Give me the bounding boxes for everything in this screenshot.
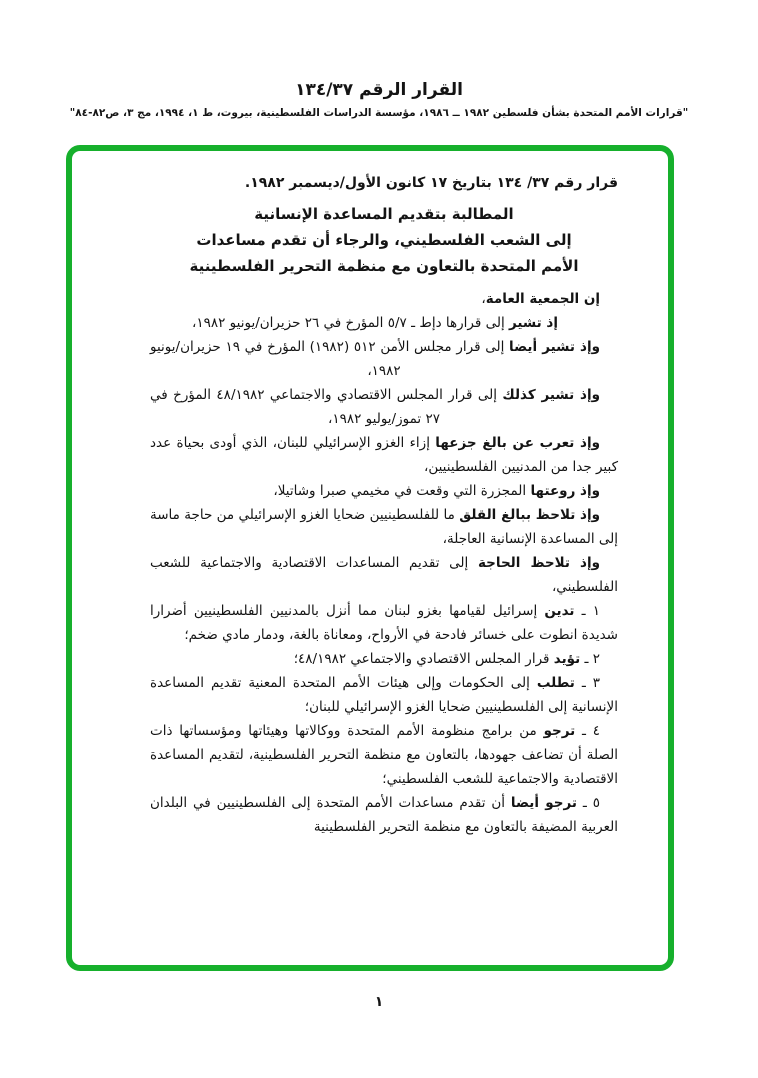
paragraph-lead: وإذ تلاحظ ببالغ القلق	[459, 507, 600, 523]
paragraph-text: إلى قرار مجلس الأمن ٥١٢ (١٩٨٢) المؤرخ في ١٩ حزيران/يونيو ١٩٨٢،	[150, 339, 510, 379]
resolution-paragraph	[150, 719, 618, 791]
resolution-paragraph	[150, 503, 618, 551]
resolution-paragraph	[150, 431, 618, 479]
paragraph-number: ٢ ـ	[580, 651, 600, 667]
paragraph-lead: إذ تشير	[509, 315, 558, 331]
paragraph-text: المجزرة التي وقعت في مخيمي صبرا وشاتيلا،	[273, 483, 531, 499]
paragraph-text: إلى قرارها دإط ـ ٧‏/‏٥ المؤرخ في ٢٦ حزيران/يونيو ١٩٨٢،	[192, 315, 509, 331]
paragraph-number: ١ ـ	[574, 603, 600, 619]
resolution-paragraph	[150, 599, 618, 647]
paragraph-lead: وإذ تلاحظ الحاجة	[477, 555, 601, 571]
paragraph-number: ٥ ـ	[576, 795, 600, 811]
heading-line: الأمم المتحدة بالتعاون مع منظمة التحرير الفلسطينية	[189, 257, 579, 275]
paragraph-lead: وإذ روعتها	[530, 483, 600, 499]
resolution-paragraph	[150, 671, 618, 719]
paragraph-lead: وإذ تشير كذلك	[502, 387, 600, 403]
resolution-number-line: قرار رقم ٣٧‏/‏ ‏١٣٤ بتاريخ ١٧ كانون الأول/ديسمبر ١٩٨٢.	[244, 175, 618, 191]
heading-line: إلى الشعب الفلسطيني، والرجاء أن تقدم مساعدات	[196, 231, 572, 249]
document-title: القرار الرقم ٣٧‏/‏١٣٤	[295, 80, 463, 100]
heading-line: المطالبة بتقديم المساعدة الإنسانية	[254, 205, 514, 223]
resolution-heading	[150, 201, 618, 279]
paragraph-lead: تطلب	[536, 675, 575, 691]
paragraph-number: ٤ ـ	[575, 723, 600, 739]
paragraph-lead: وإذ تعرب عن بالغ جزعها	[435, 435, 601, 451]
paragraph-text: إلى تقديم المساعدات الاقتصادية والاجتماعية للشعب الفلسطيني،	[150, 555, 618, 595]
resolution-paragraph	[150, 383, 618, 431]
resolution-paragraph	[150, 335, 618, 383]
resolution-paragraph	[150, 287, 618, 311]
resolution-paragraph	[150, 551, 618, 599]
resolution-paragraph	[150, 791, 618, 839]
resolution-body	[150, 287, 618, 839]
paragraph-lead: تدين	[544, 603, 575, 619]
resolution-paragraph	[150, 647, 618, 671]
paragraph-text: قرار المجلس الاقتصادي والاجتماعي ١٩٨٢‏/‏٤٨؛	[293, 651, 554, 667]
paragraph-lead: تؤيد	[553, 651, 581, 667]
paragraph-number: ٣ ـ	[574, 675, 600, 691]
paragraph-lead: ترجو	[543, 723, 576, 739]
resolution-frame	[66, 145, 674, 971]
paragraph-lead: ترجو أيضا	[510, 795, 577, 811]
paragraph-lead: وإذ تشير أيضا	[509, 339, 600, 355]
paragraph-text: إسرائيل لقيامها بغزو لبنان مما أنزل بالمدنيين الفلسطينيين أضرارا شديدة انطوت على خسائر فادحة في الأرواح، ومعاناة بالغة، ودمار مادي ضخم؛	[150, 603, 618, 643]
paragraph-text: إزاء الغزو الإسرائيلي للبنان، الذي أودى بحياة عدد كبير جدا من المدنيين الفلسطينيين،	[150, 435, 618, 475]
paragraph-text: إلى الحكومات وإلى هيئات الأمم المتحدة المعنية تقديم المساعدة الإنسانية إلى الفلسطينيين ضحايا الغزو الإسرائيلي للبنان؛	[150, 675, 618, 715]
paragraph-text: ،	[481, 291, 486, 307]
paragraph-lead: إن الجمعية العامة	[485, 291, 600, 307]
page-number: ١	[374, 994, 384, 1010]
paragraph-text: إلى قرار المجلس الاقتصادي والاجتماعي ١٩٨٢‏/‏٤٨ المؤرخ في ٢٧ تموز/يوليو ١٩٨٢،	[150, 387, 503, 427]
source-citation: "قرارات الأمم المتحدة بشأن فلسطين ١٩٨٢ ــ ١٩٨٦، مؤسسة الدراسات الفلسطينية، بيروت، ط ١، ١٩٩٤، مج ٣، ص٨٢‏-‏٨٤"	[69, 107, 689, 119]
paragraph-text: أن تقدم مساعدات الأمم المتحدة إلى الفلسطينيين في البلدان العربية المضيفة بالتعاون مع منظمة التحرير الفلسطينية	[150, 795, 618, 835]
resolution-paragraph	[150, 479, 618, 503]
paragraph-text: ما للفلسطينيين ضحايا الغزو الإسرائيلي من حاجة ماسة إلى المساعدة الإنسانية العاجلة،	[150, 507, 618, 547]
paragraph-text: من برامج منظومة الأمم المتحدة ووكالاتها وهيئاتها ومؤسساتها ذات الصلة أن تضاعف جهودها، بالتعاون مع منظمة التحرير الفلسطينية، لتقديم المساعدة الاقتصادية والاجتماعية للشعب الفلسطيني؛	[150, 723, 618, 787]
resolution-paragraph	[150, 311, 618, 335]
